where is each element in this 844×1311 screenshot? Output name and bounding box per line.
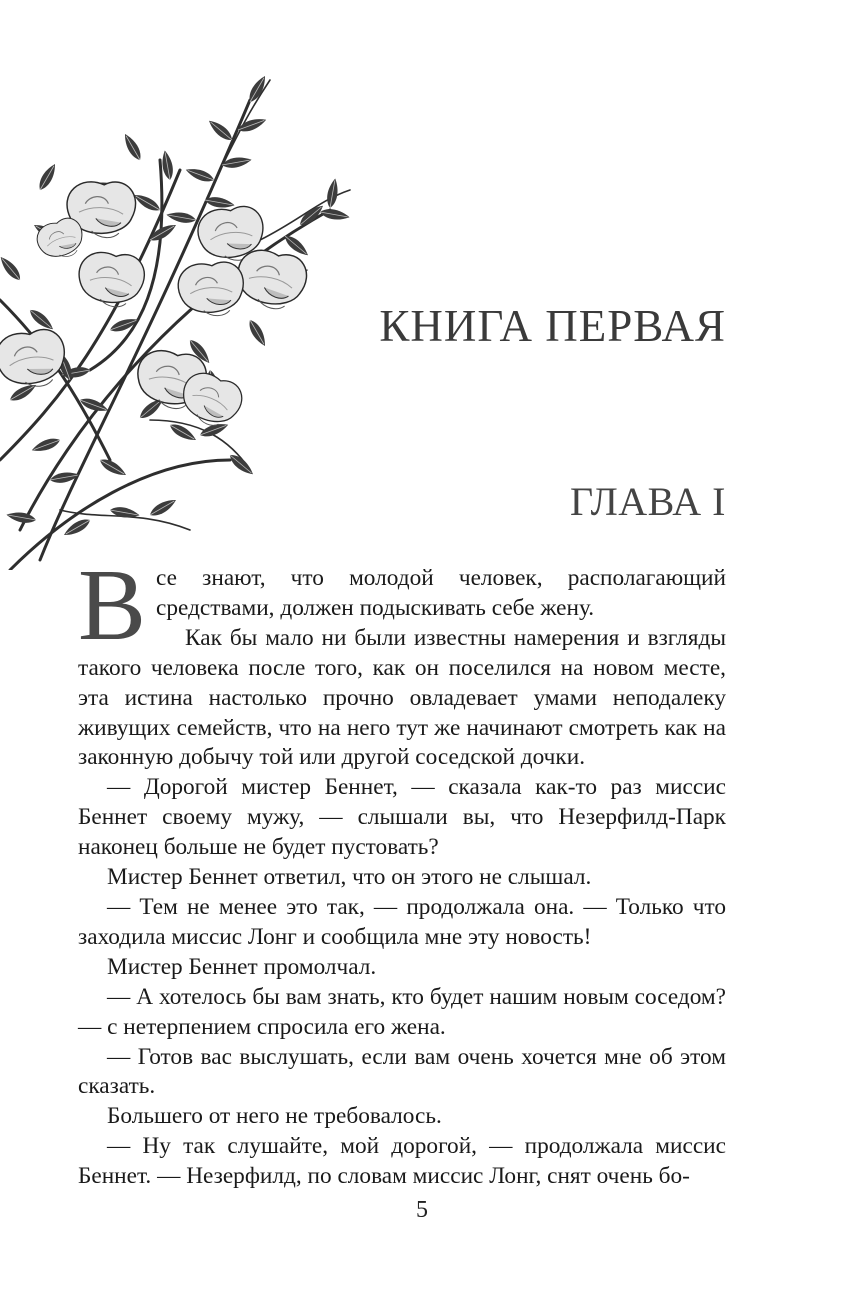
paragraph: Мистер Беннет ответил, что он этого не слышал.	[107, 864, 592, 891]
page-number: 5	[416, 1197, 428, 1223]
paragraph: — Тем не менее это так, — продолжала она. — Только что заходила миссис Лонг и сообщила мне эту новость!	[78, 893, 726, 950]
botanical-illustration-icon	[0, 40, 380, 570]
drop-cap-letter: В	[78, 549, 147, 662]
paragraph: — Дорогой мистер Беннет, — сказала как-то раз миссис Беннет своему мужу, — слышали вы, что Незерфилд-Парк наконец больше не будет пустовать?	[78, 774, 726, 861]
chapter-title: ГЛАВА I	[570, 479, 726, 524]
paragraph: Большего от него не требовалось.	[107, 1103, 442, 1130]
paragraph: — Ну так слушайте, мой дорогой, — продолжала миссис Беннет. — Незерфилд, по словам миссис Лонг, снят очень бо-	[78, 1133, 726, 1190]
paragraph: Как бы мало ни были известны намерения и взгляды такого человека после того, как он поселился на новом месте, эта истина настолько прочно овладевает умами неподалеку живущих семейств, что на него тут же начинают смотреть как на законную добычу той или другой соседской дочки.	[78, 624, 726, 771]
chapter-body	[78, 549, 726, 1192]
paragraph-text: се знают, что молодой человек, располагающий средствами, должен подыскивать себе жену.	[156, 565, 726, 621]
paragraph-opening	[78, 549, 726, 662]
paragraph: — А хотелось бы вам знать, кто будет нашим новым соседом? — с нетерпением спросила его жена.	[78, 983, 726, 1040]
book-title: КНИГА ПЕРВАЯ	[379, 301, 726, 351]
paragraph: Мистер Беннет промолчал.	[107, 953, 377, 980]
paragraph: — Готов вас выслушать, если вам очень хочется мне об этом сказать.	[78, 1043, 726, 1100]
